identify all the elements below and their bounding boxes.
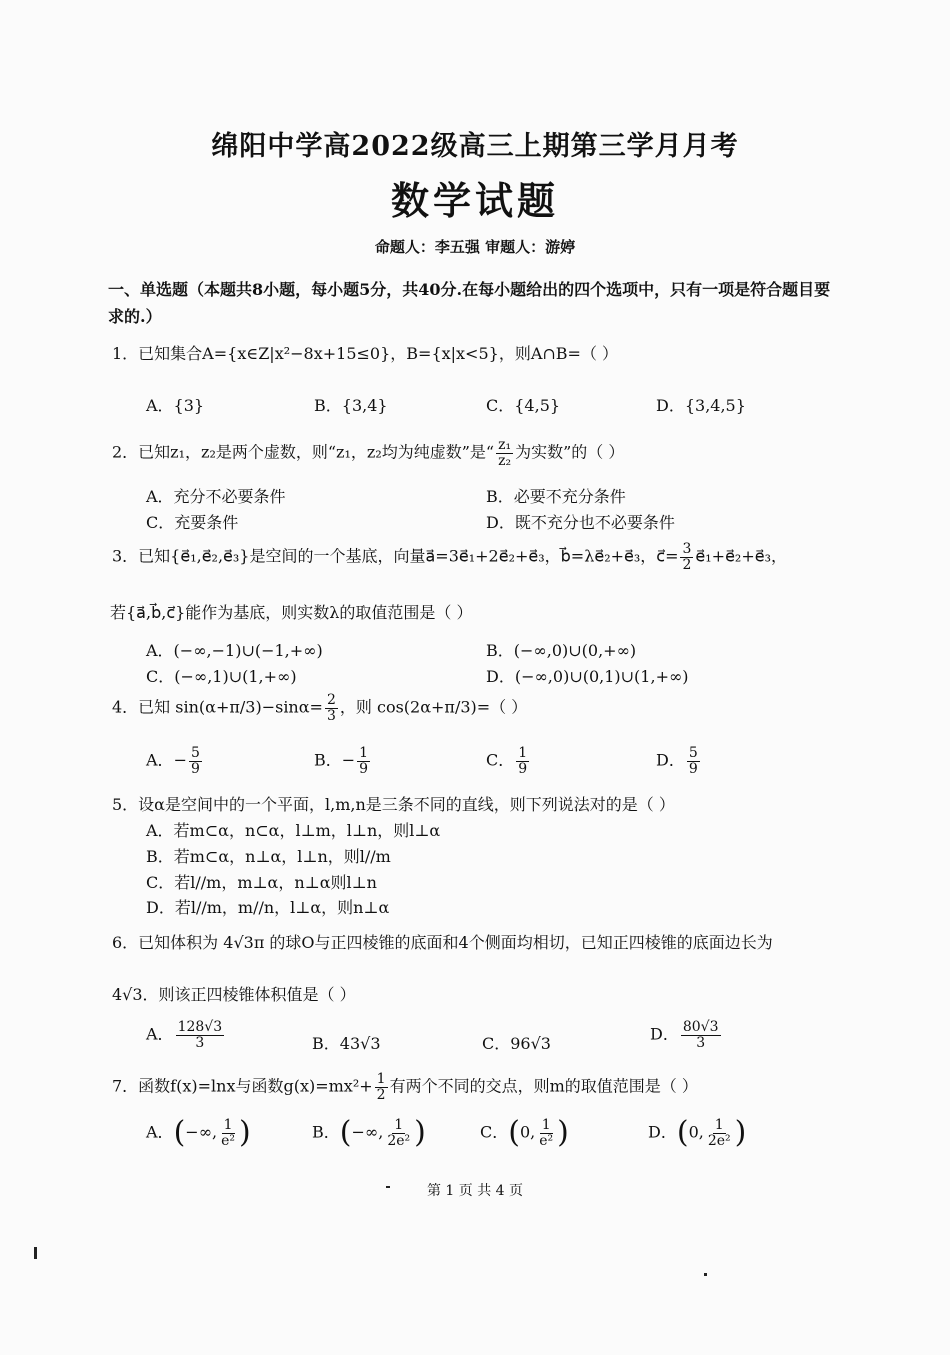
q7-a-open-paren: ( xyxy=(173,1115,186,1151)
q3-option-a: A．(−∞,−1)∪(−1,+∞) xyxy=(146,641,323,660)
q7-a-den: e² xyxy=(221,1132,236,1149)
q2-text-part-a: 2．已知z₁，z₂是两个虚数，则“z₁，z₂均为纯虚数”是“ xyxy=(112,442,495,462)
q2-text-part-b: 为实数”的（ ） xyxy=(515,442,625,462)
question-3-line-2: 若{a⃗,b⃗,c⃗}能作为基底，则实数λ的取值范围是（ ） xyxy=(110,603,473,622)
page-footer: 第 1 页 共 4 页 xyxy=(426,1183,524,1199)
q4-mid: ，则 xyxy=(339,697,372,717)
q7-c-num: 1 xyxy=(541,1117,551,1133)
q4-a-den: 9 xyxy=(190,760,200,777)
q4-a-sign: − xyxy=(173,750,187,770)
q7-a-num: 1 xyxy=(223,1117,233,1133)
q6-a-den: 3 xyxy=(195,1034,205,1051)
scan-artifact-dot xyxy=(386,1186,390,1188)
q1-option-d: D．{3,4,5} xyxy=(656,396,746,415)
q2-frac-den: z₂ xyxy=(498,452,512,469)
q7-d-den: 2e² xyxy=(707,1132,731,1149)
q7-d-close-paren: ) xyxy=(734,1115,747,1151)
q4-b-fraction xyxy=(357,746,370,776)
q1-option-c: C．{4,5} xyxy=(486,396,561,415)
q4-b-den: 9 xyxy=(359,760,369,777)
question-3-text xyxy=(112,542,787,572)
q4-a-num: 5 xyxy=(190,745,200,761)
q3-text-part-b: e⃗₁+e⃗₂+e⃗₃， xyxy=(695,546,787,566)
question-6-line-2: 4√3．则该正四棱锥体积值是（ ） xyxy=(112,985,356,1004)
question-2-text xyxy=(112,438,624,468)
q2-option-a: A．充分不必要条件 xyxy=(146,487,286,506)
q7-d-left: 0, xyxy=(688,1122,704,1142)
q4-d-num: 5 xyxy=(688,745,698,761)
q7-a-close-paren: ) xyxy=(239,1115,251,1151)
q6-d-den: 3 xyxy=(696,1034,706,1051)
q6-a-fraction xyxy=(176,1020,225,1050)
q6-a-letter: A． xyxy=(146,1024,174,1044)
q7-c-left: 0, xyxy=(519,1122,536,1142)
q7-b-letter: B． xyxy=(312,1122,340,1142)
q7-option-b xyxy=(312,1115,426,1151)
q4-b-sign: − xyxy=(341,750,356,770)
q4-c-fraction xyxy=(516,746,529,776)
q4-a-fraction xyxy=(189,746,202,776)
scan-artifact-mark xyxy=(34,1247,37,1259)
q4-sin-expression: sin(α+π/3)−sinα= xyxy=(175,697,323,717)
q7-a-letter: A． xyxy=(146,1122,174,1142)
q6-option-a xyxy=(146,1020,226,1050)
q7-d-num: 1 xyxy=(714,1117,724,1133)
q4-cos-expression: cos(2α+π/3)=（ ） xyxy=(376,697,528,717)
question-7-text xyxy=(112,1072,698,1102)
q4-d-den: 9 xyxy=(688,760,698,777)
q1-option-b: B．{3,4} xyxy=(314,396,388,415)
q4-b-num: 1 xyxy=(359,745,369,761)
authors-line: 命题人：李五强 审题人：游婷 xyxy=(374,238,576,256)
q7-option-a xyxy=(146,1115,251,1151)
q3-text-part-a: 3．已知{e⃗₁,e⃗₂,e⃗₃}是空间的一个基底，向量a⃗=3e⃗₁+2e⃗₂+e⃗₃，b⃗=λe⃗₂+e⃗₃，c⃗= xyxy=(112,546,679,566)
q6-c-value: 96√3 xyxy=(510,1034,551,1053)
q7-b-close-paren: ) xyxy=(414,1115,426,1151)
scan-artifact-speck xyxy=(704,1273,707,1276)
q7-option-d xyxy=(648,1115,747,1151)
q7-b-num: 1 xyxy=(394,1117,404,1133)
q1-option-a: A．{3} xyxy=(146,396,205,415)
question-4-text xyxy=(112,693,527,723)
q3-option-b: B．(−∞,0)∪(0,+∞) xyxy=(486,641,637,660)
q5-option-b: B．若m⊂α，n⊥α，l⊥n，则l//m xyxy=(146,847,391,866)
q7-text-part-a: 7．函数f(x)=lnx与函数g(x)=mx²+ xyxy=(112,1076,373,1096)
subject-title: 数学试题 xyxy=(390,178,559,223)
q4-option-d xyxy=(656,746,702,776)
q7-frac-num: 1 xyxy=(376,1071,386,1087)
q4-c-num: 1 xyxy=(518,745,528,761)
q2-frac-num: z₁ xyxy=(498,437,512,453)
q7-b-fraction xyxy=(385,1118,412,1148)
q4-c-letter: C． xyxy=(486,750,515,770)
q6-a-num: 128√3 xyxy=(177,1019,223,1035)
q7-c-letter: C． xyxy=(480,1122,509,1142)
q7-c-fraction xyxy=(537,1118,555,1148)
q3-frac-num: 3 xyxy=(682,541,692,557)
q4-d-letter: D． xyxy=(656,750,685,770)
q7-a-fraction xyxy=(219,1118,237,1148)
q4-d-fraction xyxy=(687,746,700,776)
q3-option-d: D．(−∞,0)∪(0,1)∪(1,+∞) xyxy=(486,667,689,686)
q7-a-left: −∞, xyxy=(185,1122,218,1142)
q2-option-d: D．既不充分也不必要条件 xyxy=(486,513,675,532)
q6-d-fraction xyxy=(681,1020,721,1050)
q6-b-value: 43√3 xyxy=(339,1034,381,1053)
q6-c-letter: C． xyxy=(482,1034,511,1053)
q6-d-letter: D． xyxy=(650,1024,679,1044)
q3-frac-den: 2 xyxy=(682,556,692,573)
q2-option-c: C．充要条件 xyxy=(146,513,239,532)
q4-option-c xyxy=(486,746,531,776)
q6-option-b xyxy=(312,1031,381,1054)
q7-d-letter: D． xyxy=(648,1122,677,1142)
section-heading: 一、单选题（本题共8小题，每小题5分，共40分.在每小题给出的四个选项中，只有一项是符合题目要求的.） xyxy=(108,280,831,326)
q7-d-fraction xyxy=(706,1118,733,1148)
q5-option-c: C．若l//m，m⊥α，n⊥α则l⊥n xyxy=(146,873,377,892)
q6-option-d xyxy=(650,1020,723,1050)
q5-option-a: A．若m⊂α，n⊂α，l⊥m，l⊥n，则l⊥α xyxy=(146,821,441,840)
q3-fraction xyxy=(680,542,693,572)
q4-a-letter: A． xyxy=(146,750,174,770)
q7-fraction xyxy=(375,1072,388,1102)
q4-rhs-num: 2 xyxy=(326,692,336,708)
q4-rhs-den: 3 xyxy=(326,707,336,724)
exam-title: 绵阳中学高2022级高三上期第三学月月考 xyxy=(211,131,739,162)
q2-fraction xyxy=(496,438,513,468)
q7-text-part-b: 有两个不同的交点，则m的取值范围是（ ） xyxy=(389,1076,698,1096)
q2-option-b: B．必要不充分条件 xyxy=(486,487,626,506)
q6-d-num: 80√3 xyxy=(682,1019,719,1035)
question-6-line-1: 6．已知体积为 4√3π 的球O与正四棱锥的底面和4个侧面均相切，已知正四棱锥的底面边长为 xyxy=(112,933,773,952)
q4-b-letter: B． xyxy=(314,750,342,770)
q7-frac-den: 2 xyxy=(376,1086,386,1103)
q7-b-den: 2e² xyxy=(387,1132,411,1149)
q7-c-open-paren: ( xyxy=(508,1115,520,1151)
q6-option-c xyxy=(482,1031,551,1054)
q7-b-left: −∞, xyxy=(351,1122,384,1142)
q7-b-open-paren: ( xyxy=(339,1115,352,1151)
q7-d-open-paren: ( xyxy=(676,1115,689,1151)
question-5-text: 5．设α是空间中的一个平面，l,m,n是三条不同的直线，则下列说法对的是（ ） xyxy=(112,795,675,814)
q4-option-a xyxy=(146,746,204,776)
q5-option-d: D．若l//m，m//n，l⊥α，则n⊥α xyxy=(146,898,390,917)
q7-c-den: e² xyxy=(539,1132,554,1149)
q4-option-b xyxy=(314,746,372,776)
q4-c-den: 9 xyxy=(518,760,528,777)
q7-c-close-paren: ) xyxy=(557,1115,569,1151)
q6-b-letter: B． xyxy=(312,1034,340,1053)
q4-rhs-fraction xyxy=(325,693,338,723)
q4-label: 4．已知 xyxy=(112,697,171,717)
question-1-text: 1．已知集合A={x∈Z|x²−8x+15≤0}，B={x|x<5}，则A∩B=（ ） xyxy=(112,344,619,363)
q7-option-c xyxy=(480,1115,569,1151)
q3-option-c: C．(−∞,1)∪(1,+∞) xyxy=(146,667,297,686)
